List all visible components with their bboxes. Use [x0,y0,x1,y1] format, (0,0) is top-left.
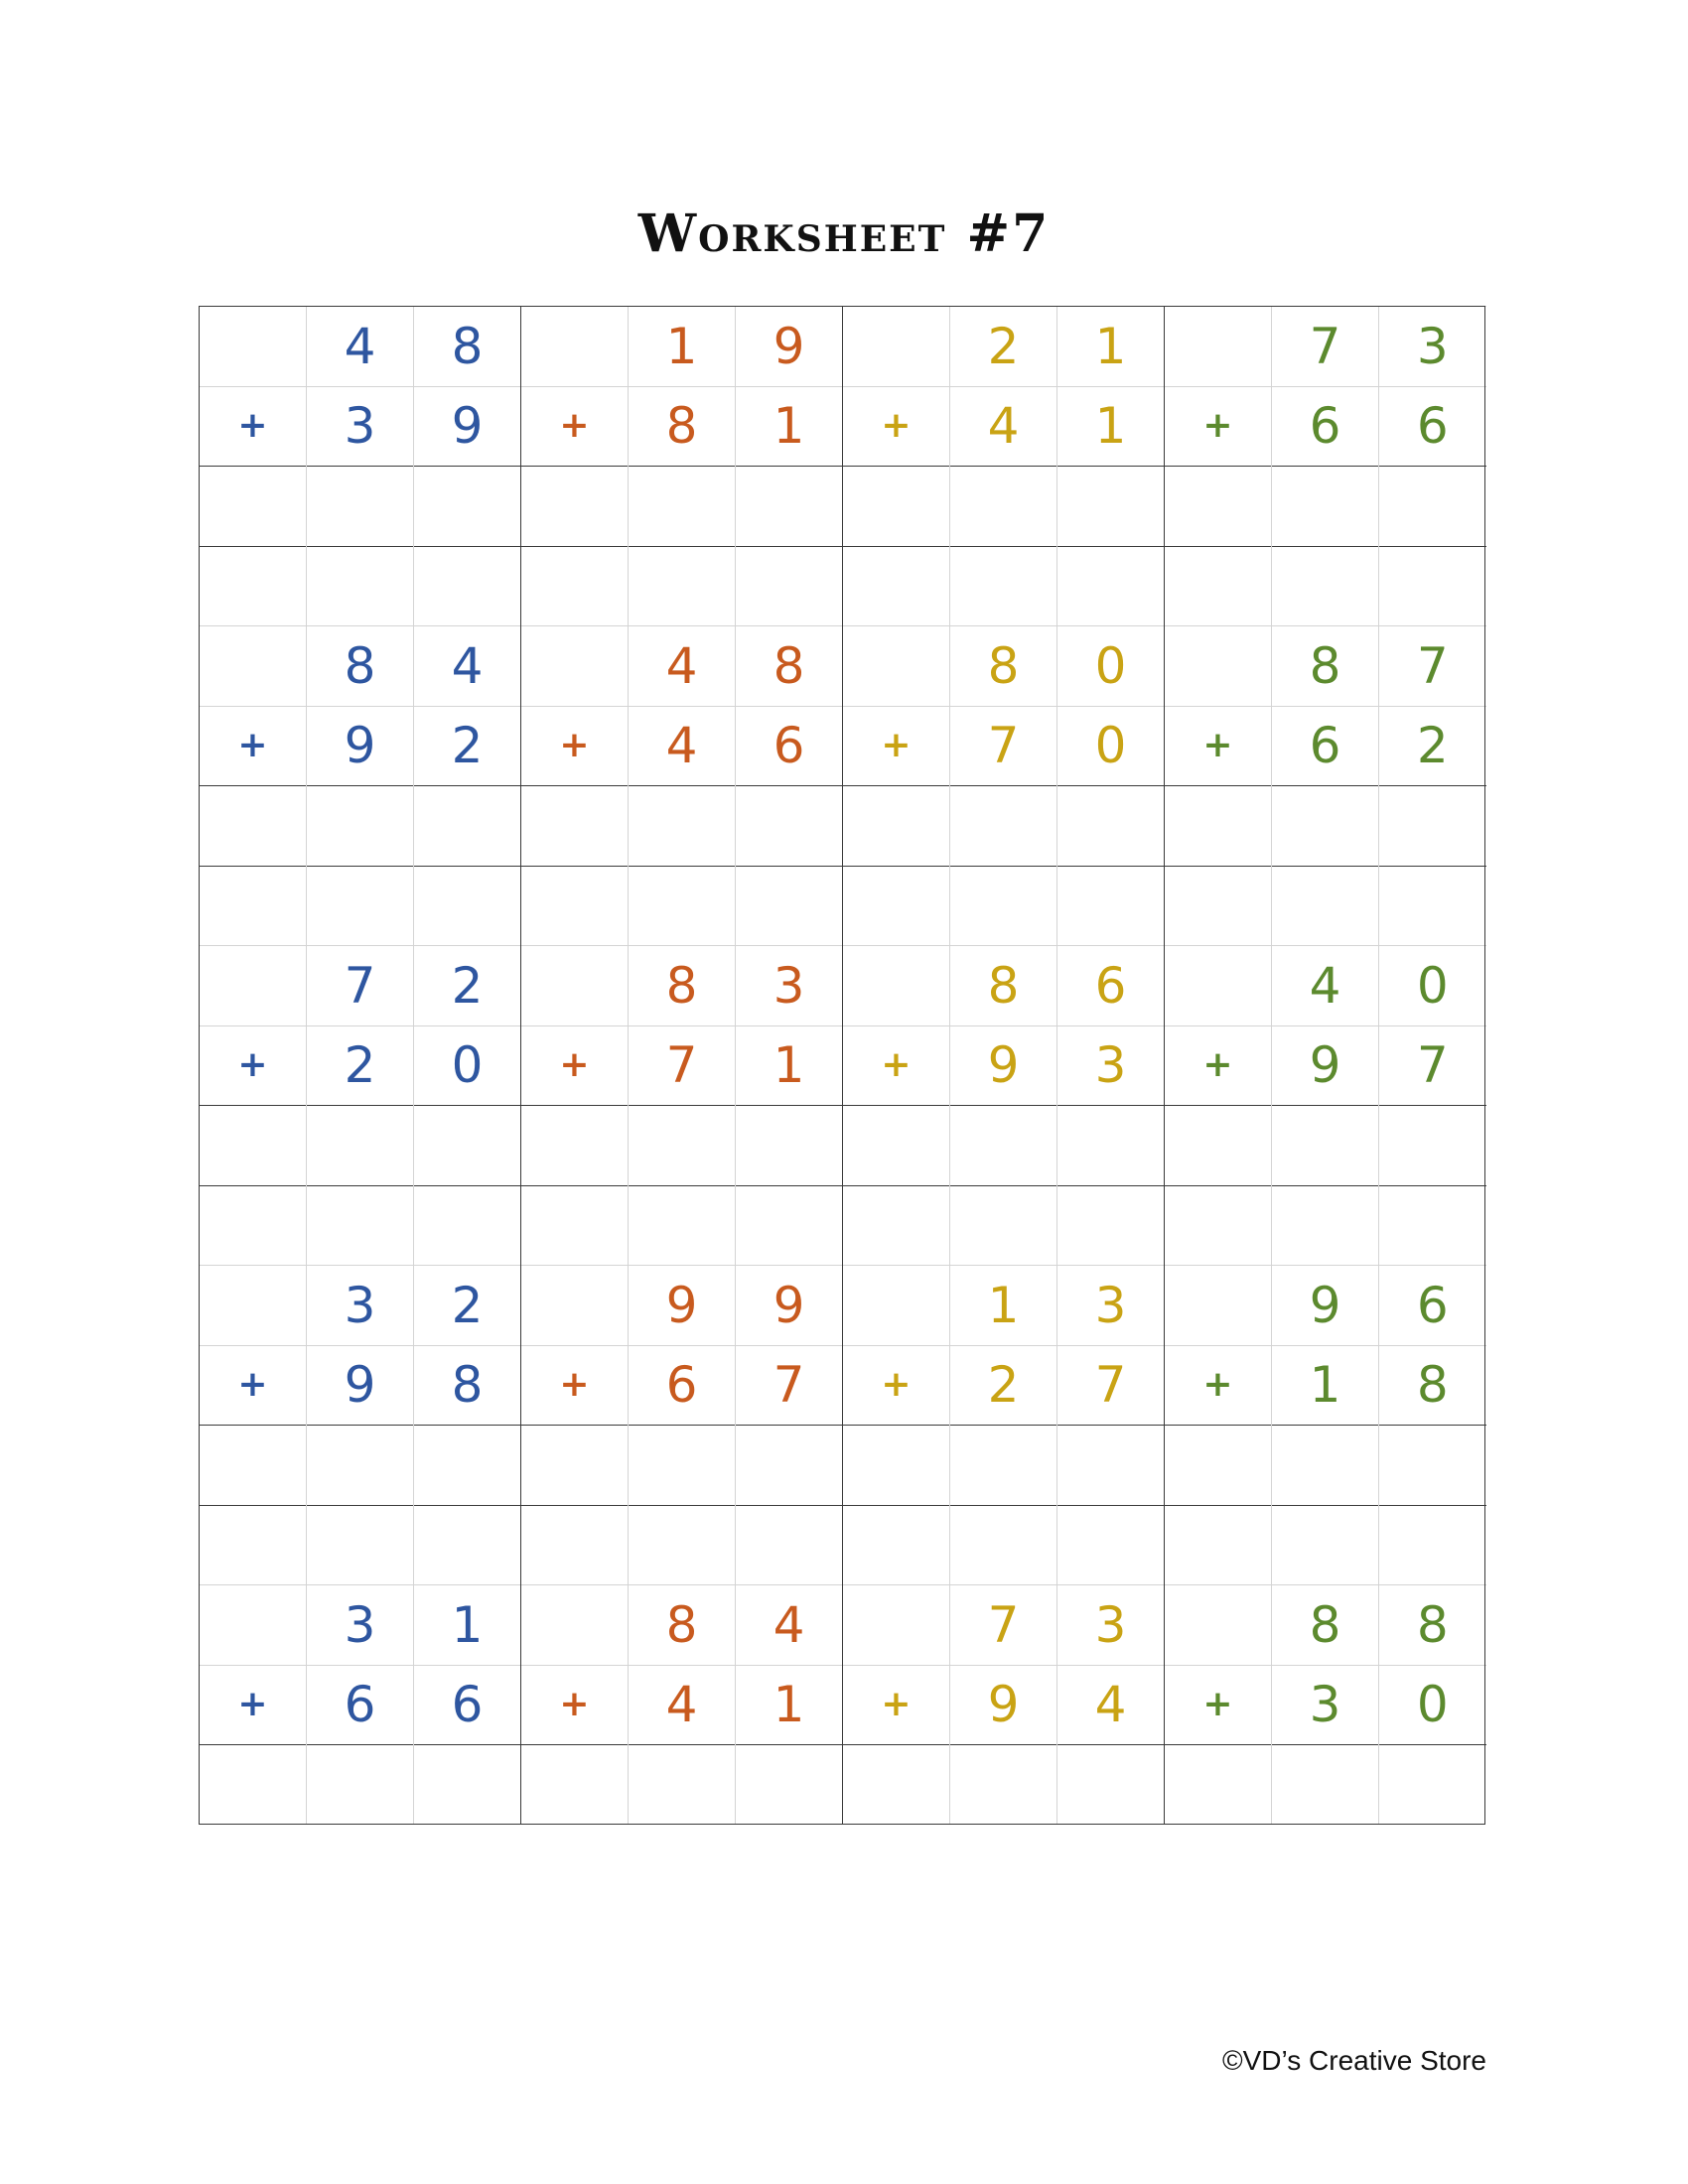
grid-cell [1379,866,1486,946]
addend-digit: 0 [1057,706,1165,786]
answer-cell[interactable] [200,1745,307,1826]
plus-sign: + [843,386,950,467]
addend-digit: 8 [1272,1585,1379,1666]
answer-cell[interactable] [736,1106,843,1186]
answer-cell[interactable] [1057,1745,1165,1826]
addend-digit: 9 [736,307,843,387]
addend-digit: 9 [950,1665,1057,1745]
answer-cell[interactable] [1272,467,1379,547]
answer-cell[interactable] [950,467,1057,547]
grid-cell [414,1505,521,1585]
answer-cell[interactable] [736,786,843,867]
addend-digit: 8 [1379,1585,1486,1666]
grid-cell [629,866,736,946]
addend-digit: 1 [414,1585,521,1666]
plus-sign: + [843,1345,950,1426]
plus-sign: + [521,1665,629,1745]
grid-cell [1057,1505,1165,1585]
operand-row [200,386,1486,467]
answer-cell[interactable] [521,1426,629,1506]
addend-digit: 7 [1272,307,1379,387]
answer-cell[interactable] [1379,467,1486,547]
grid-cell [200,1585,307,1666]
grid-cell [1272,866,1379,946]
answer-cell[interactable] [1272,1106,1379,1186]
grid-cell [843,1585,950,1666]
answer-cell[interactable] [1165,1745,1272,1826]
addition-grid [199,306,1486,1825]
addend-digit: 6 [414,1665,521,1745]
addend-digit: 8 [1272,626,1379,707]
addend-digit: 9 [736,1266,843,1346]
plus-sign: + [843,1025,950,1106]
answer-cell[interactable] [1379,1745,1486,1826]
addend-digit: 4 [629,626,736,707]
operand-row [200,1025,1486,1106]
addend-digit: 1 [1272,1345,1379,1426]
answer-cell[interactable] [307,1745,414,1826]
addend-digit: 9 [1272,1025,1379,1106]
addend-digit: 8 [629,386,736,467]
addend-digit: 9 [307,706,414,786]
plus-sign: + [1165,386,1272,467]
answer-row [200,1426,1486,1506]
addend-digit: 2 [307,1025,414,1106]
copyright-footer: ©VD’s Creative Store [1222,2045,1486,2076]
answer-cell[interactable] [736,467,843,547]
grid-cell [843,1266,950,1346]
answer-cell[interactable] [1165,786,1272,867]
grid-cell [843,546,950,626]
addend-digit: 3 [1057,1266,1165,1346]
operand-row [200,706,1486,786]
grid-cell [200,866,307,946]
addend-digit: 4 [950,386,1057,467]
grid-cell [521,1585,629,1666]
answer-row [200,786,1486,867]
addend-digit: 9 [950,1025,1057,1106]
answer-cell[interactable] [200,786,307,867]
plus-sign: + [200,1025,307,1106]
answer-cell[interactable] [1379,1106,1486,1186]
addend-digit: 7 [736,1345,843,1426]
addend-digit: 2 [414,1266,521,1346]
grid-cell [950,1505,1057,1585]
addend-digit: 3 [307,1585,414,1666]
grid-cell [307,546,414,626]
grid-cell [736,546,843,626]
grid-cell [307,1505,414,1585]
grid-cell [1165,1505,1272,1585]
answer-cell[interactable] [1057,467,1165,547]
answer-cell[interactable] [843,1106,950,1186]
addend-digit: 4 [414,626,521,707]
grid-cell [1165,1266,1272,1346]
grid-cell [200,546,307,626]
addend-digit: 4 [629,1665,736,1745]
answer-cell[interactable] [200,1426,307,1506]
grid-cell [1165,1585,1272,1666]
grid-cell [521,546,629,626]
addend-digit: 1 [950,1266,1057,1346]
addend-digit: 2 [414,946,521,1026]
answer-cell[interactable] [1165,1106,1272,1186]
addend-digit: 4 [736,1585,843,1666]
grid-cell [1272,1185,1379,1266]
grid-cell [200,946,307,1026]
operand-row [200,626,1486,707]
addend-digit: 8 [629,946,736,1026]
worksheet-title: Worksheet #7 [637,204,1051,264]
addend-digit: 7 [950,1585,1057,1666]
answer-cell[interactable] [843,1426,950,1506]
grid-cell [521,946,629,1026]
answer-cell[interactable] [1379,1426,1486,1506]
grid-cell [843,946,950,1026]
answer-cell[interactable] [843,467,950,547]
answer-cell[interactable] [414,467,521,547]
answer-cell[interactable] [1272,1745,1379,1826]
addend-digit: 1 [736,386,843,467]
addend-digit: 7 [950,706,1057,786]
operand-row [200,307,1486,387]
grid-cell [1379,1505,1486,1585]
answer-cell[interactable] [1057,1106,1165,1186]
plus-sign: + [1165,1025,1272,1106]
operand-row [200,946,1486,1026]
grid-cell [307,1185,414,1266]
answer-row [200,1745,1486,1826]
plus-sign: + [200,706,307,786]
addend-digit: 0 [414,1025,521,1106]
addend-digit: 3 [1379,307,1486,387]
grid-cell [200,1185,307,1266]
addend-digit: 8 [307,626,414,707]
addend-digit: 8 [414,307,521,387]
answer-cell[interactable] [414,786,521,867]
answer-cell[interactable] [414,1745,521,1826]
grid-cell [629,1185,736,1266]
grid-cell [521,626,629,707]
addend-digit: 3 [1272,1665,1379,1745]
grid-cell [521,866,629,946]
grid-cell [736,1505,843,1585]
addend-digit: 2 [414,706,521,786]
grid-cell [521,1505,629,1585]
answer-row [200,467,1486,547]
addend-digit: 6 [736,706,843,786]
addend-digit: 3 [736,946,843,1026]
grid-cell [950,1185,1057,1266]
addend-digit: 6 [1272,706,1379,786]
plus-sign: + [200,1665,307,1745]
addend-digit: 7 [1057,1345,1165,1426]
grid-cell [1379,546,1486,626]
grid-cell [1272,1505,1379,1585]
answer-cell[interactable] [843,1745,950,1826]
answer-cell[interactable] [521,467,629,547]
addend-digit: 1 [1057,386,1165,467]
answer-cell[interactable] [307,1106,414,1186]
operand-row [200,1665,1486,1745]
carry-row [200,866,1486,946]
operand-row [200,1585,1486,1666]
addend-digit: 6 [629,1345,736,1426]
answer-cell[interactable] [521,1106,629,1186]
addend-digit: 6 [307,1665,414,1745]
operand-row [200,1266,1486,1346]
addend-digit: 9 [414,386,521,467]
grid-cell [843,866,950,946]
addend-digit: 9 [1272,1266,1379,1346]
plus-sign: + [1165,706,1272,786]
addend-digit: 3 [1057,1585,1165,1666]
answer-cell[interactable] [843,786,950,867]
plus-sign: + [521,1345,629,1426]
addend-digit: 7 [1379,1025,1486,1106]
answer-cell[interactable] [1057,786,1165,867]
addend-digit: 2 [950,307,1057,387]
grid-cell [414,546,521,626]
addend-digit: 7 [1379,626,1486,707]
grid-cell [629,1505,736,1585]
grid-cell [843,307,950,387]
answer-cell[interactable] [629,467,736,547]
addend-digit: 1 [736,1665,843,1745]
grid-cell [950,546,1057,626]
answer-cell[interactable] [307,1426,414,1506]
carry-row [200,1185,1486,1266]
addend-digit: 4 [629,706,736,786]
grid-cell [1057,546,1165,626]
addend-digit: 6 [1272,386,1379,467]
grid-cell [200,1505,307,1585]
grid-cell [843,1185,950,1266]
plus-sign: + [521,706,629,786]
plus-sign: + [1165,1665,1272,1745]
addend-digit: 7 [307,946,414,1026]
answer-cell[interactable] [307,467,414,547]
grid-cell [1165,626,1272,707]
addend-digit: 3 [307,1266,414,1346]
grid-cell [736,866,843,946]
grid-cell [1165,1185,1272,1266]
addend-digit: 9 [629,1266,736,1346]
grid-cell [1057,1185,1165,1266]
answer-cell[interactable] [950,1426,1057,1506]
plus-sign: + [200,1345,307,1426]
addend-digit: 8 [629,1585,736,1666]
plus-sign: + [521,386,629,467]
answer-cell[interactable] [629,1106,736,1186]
grid-cell [521,1266,629,1346]
grid-cell [521,307,629,387]
answer-cell[interactable] [414,1426,521,1506]
grid-cell [629,546,736,626]
addend-digit: 3 [1057,1025,1165,1106]
plus-sign: + [843,1665,950,1745]
grid-cell [736,1185,843,1266]
answer-row [200,1106,1486,1186]
answer-cell[interactable] [1272,786,1379,867]
answer-cell[interactable] [950,1745,1057,1826]
addend-digit: 0 [1379,946,1486,1026]
addend-digit: 2 [950,1345,1057,1426]
answer-cell[interactable] [736,1426,843,1506]
addend-digit: 9 [307,1345,414,1426]
plus-sign: + [1165,1345,1272,1426]
addend-digit: 3 [307,386,414,467]
grid-cell [414,866,521,946]
addend-digit: 6 [1379,386,1486,467]
answer-cell[interactable] [414,1106,521,1186]
addend-digit: 8 [950,626,1057,707]
grid-cell [1165,307,1272,387]
answer-cell[interactable] [950,1106,1057,1186]
grid-cell [843,626,950,707]
grid-cell [1272,546,1379,626]
grid-cell [200,307,307,387]
grid-cell [1165,546,1272,626]
answer-cell[interactable] [521,786,629,867]
addend-digit: 6 [1379,1266,1486,1346]
answer-cell[interactable] [1379,786,1486,867]
addend-digit: 8 [1379,1345,1486,1426]
addend-digit: 1 [629,307,736,387]
plus-sign: + [521,1025,629,1106]
addend-digit: 6 [1057,946,1165,1026]
addend-digit: 8 [950,946,1057,1026]
answer-cell[interactable] [1272,1426,1379,1506]
grid-cell [200,1266,307,1346]
answer-cell[interactable] [950,786,1057,867]
grid-cell [200,626,307,707]
addend-digit: 4 [1057,1665,1165,1745]
addend-digit: 4 [1272,946,1379,1026]
grid-cell [1165,866,1272,946]
answer-cell[interactable] [629,1745,736,1826]
grid-cell [307,866,414,946]
answer-cell[interactable] [200,467,307,547]
grid-cell [1057,866,1165,946]
addend-digit: 8 [414,1345,521,1426]
answer-cell[interactable] [629,786,736,867]
answer-cell[interactable] [629,1426,736,1506]
grid-cell [414,1185,521,1266]
answer-cell[interactable] [307,786,414,867]
grid-cell [843,1505,950,1585]
carry-row [200,1505,1486,1585]
addend-digit: 0 [1057,626,1165,707]
grid-cell [521,1185,629,1266]
addend-digit: 2 [1379,706,1486,786]
addend-digit: 8 [736,626,843,707]
grid-cell [1165,946,1272,1026]
answer-cell[interactable] [736,1745,843,1826]
addend-digit: 0 [1379,1665,1486,1745]
addend-digit: 1 [736,1025,843,1106]
addend-digit: 1 [1057,307,1165,387]
answer-cell[interactable] [200,1106,307,1186]
grid-cell [950,866,1057,946]
answer-cell[interactable] [521,1745,629,1826]
grid-cell [1379,1185,1486,1266]
operand-row [200,1345,1486,1426]
plus-sign: + [843,706,950,786]
answer-cell[interactable] [1165,1426,1272,1506]
carry-row [200,546,1486,626]
answer-cell[interactable] [1057,1426,1165,1506]
addend-digit: 4 [307,307,414,387]
plus-sign: + [200,386,307,467]
answer-cell[interactable] [1165,467,1272,547]
addend-digit: 7 [629,1025,736,1106]
